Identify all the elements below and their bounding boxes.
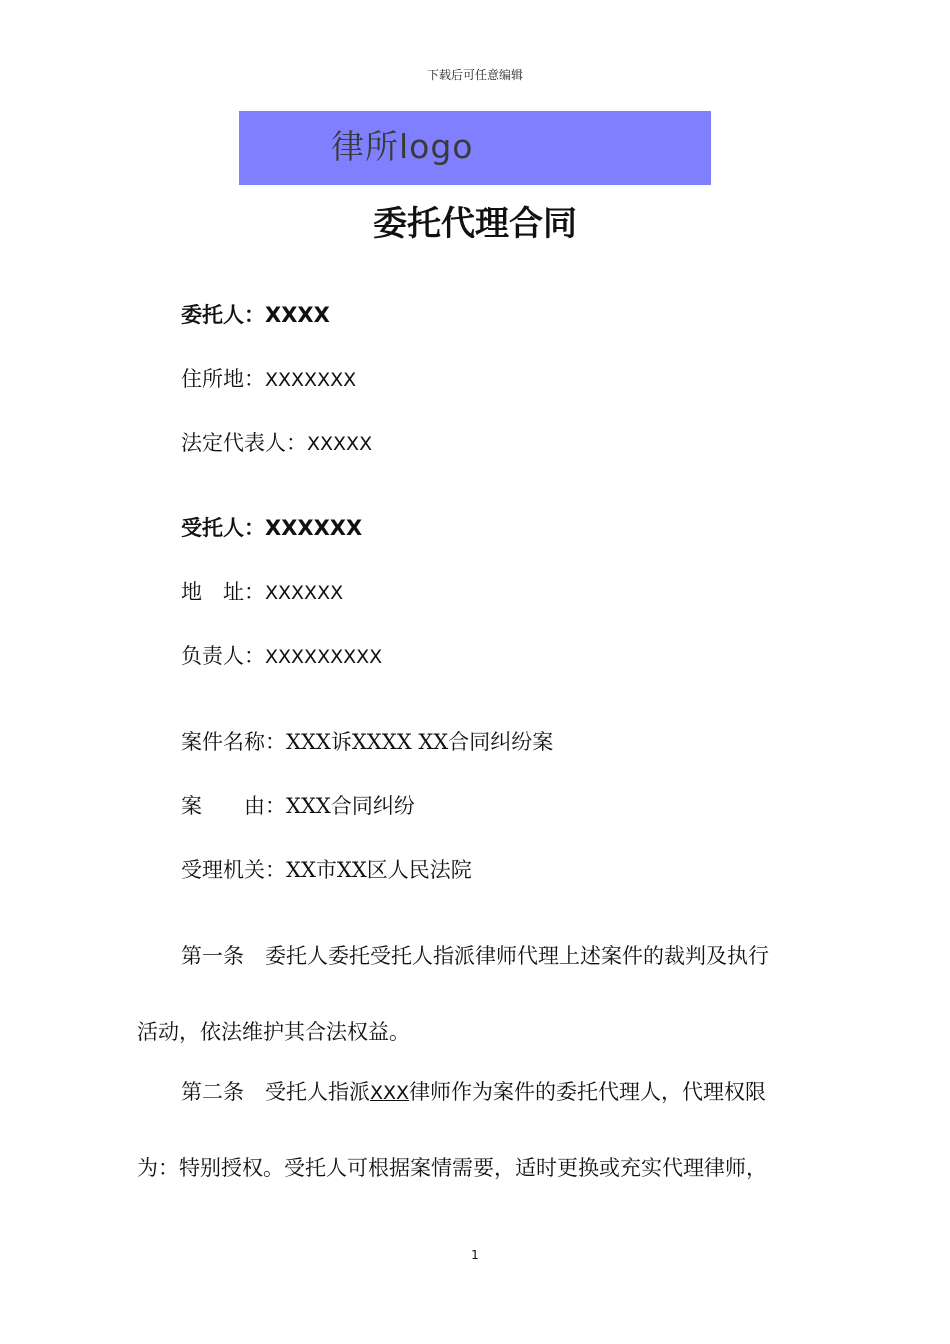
- case-court-label: 受理机关：: [181, 858, 286, 882]
- client-address: XXXXXXX: [265, 369, 357, 391]
- agent-line: [181, 514, 362, 542]
- client-line: [181, 301, 330, 329]
- case-cause-line: [181, 792, 415, 820]
- case-cause-label: 案 由：: [181, 794, 286, 818]
- article-2-suffix: 律师作为案件的委托代理人，代理权限: [409, 1080, 767, 1104]
- case-name-label: 案件名称：: [181, 730, 286, 754]
- article-1-line-2: 活动，依法维护其合法权益。: [137, 1020, 410, 1044]
- article-2-prefix: 第二条 受托人指派: [181, 1080, 370, 1104]
- agent-address-label: 地 址：: [181, 580, 265, 604]
- page-number: 1: [471, 1248, 479, 1262]
- agent-name: XXXXXX: [265, 516, 363, 540]
- agent-head-label: 负责人：: [181, 644, 265, 668]
- case-court: XX市XX区人民法院: [286, 858, 472, 882]
- article-1-line-1: 第一条 委托人委托受托人指派律师代理上述案件的裁判及执行: [181, 944, 769, 968]
- case-cause: XXX合同纠纷: [286, 794, 415, 818]
- agent-address: XXXXXX: [265, 582, 344, 604]
- agent-address-line: [181, 578, 343, 607]
- header-note: 下载后可任意编辑: [426, 68, 523, 82]
- logo-banner: [239, 111, 711, 185]
- case-name-line: [181, 728, 553, 756]
- client-rep-label: 法定代表人：: [181, 431, 307, 455]
- client-name: XXXX: [265, 303, 330, 327]
- article-2-line-2: 为：特别授权。受托人可根据案情需要，适时更换或充实代理律师，: [137, 1156, 767, 1180]
- case-court-line: [181, 856, 472, 884]
- client-address-label: 住所地：: [181, 367, 265, 391]
- article-2-line-1: [181, 1078, 766, 1107]
- agent-head-line: [181, 642, 382, 671]
- client-address-line: [181, 365, 356, 394]
- client-rep-line: [181, 429, 372, 458]
- client-rep: XXXXX: [307, 433, 373, 455]
- law-firm-logo: 律所logo: [331, 127, 474, 166]
- article-2-lawyer: XXX: [370, 1082, 410, 1104]
- document-title: 委托代理合同: [373, 204, 577, 244]
- agent-head: XXXXXXXXX: [265, 646, 383, 668]
- client-label: 委托人：: [181, 303, 265, 327]
- case-name: XXX诉XXXX XX合同纠纷案: [286, 730, 554, 754]
- agent-label: 受托人：: [181, 516, 265, 540]
